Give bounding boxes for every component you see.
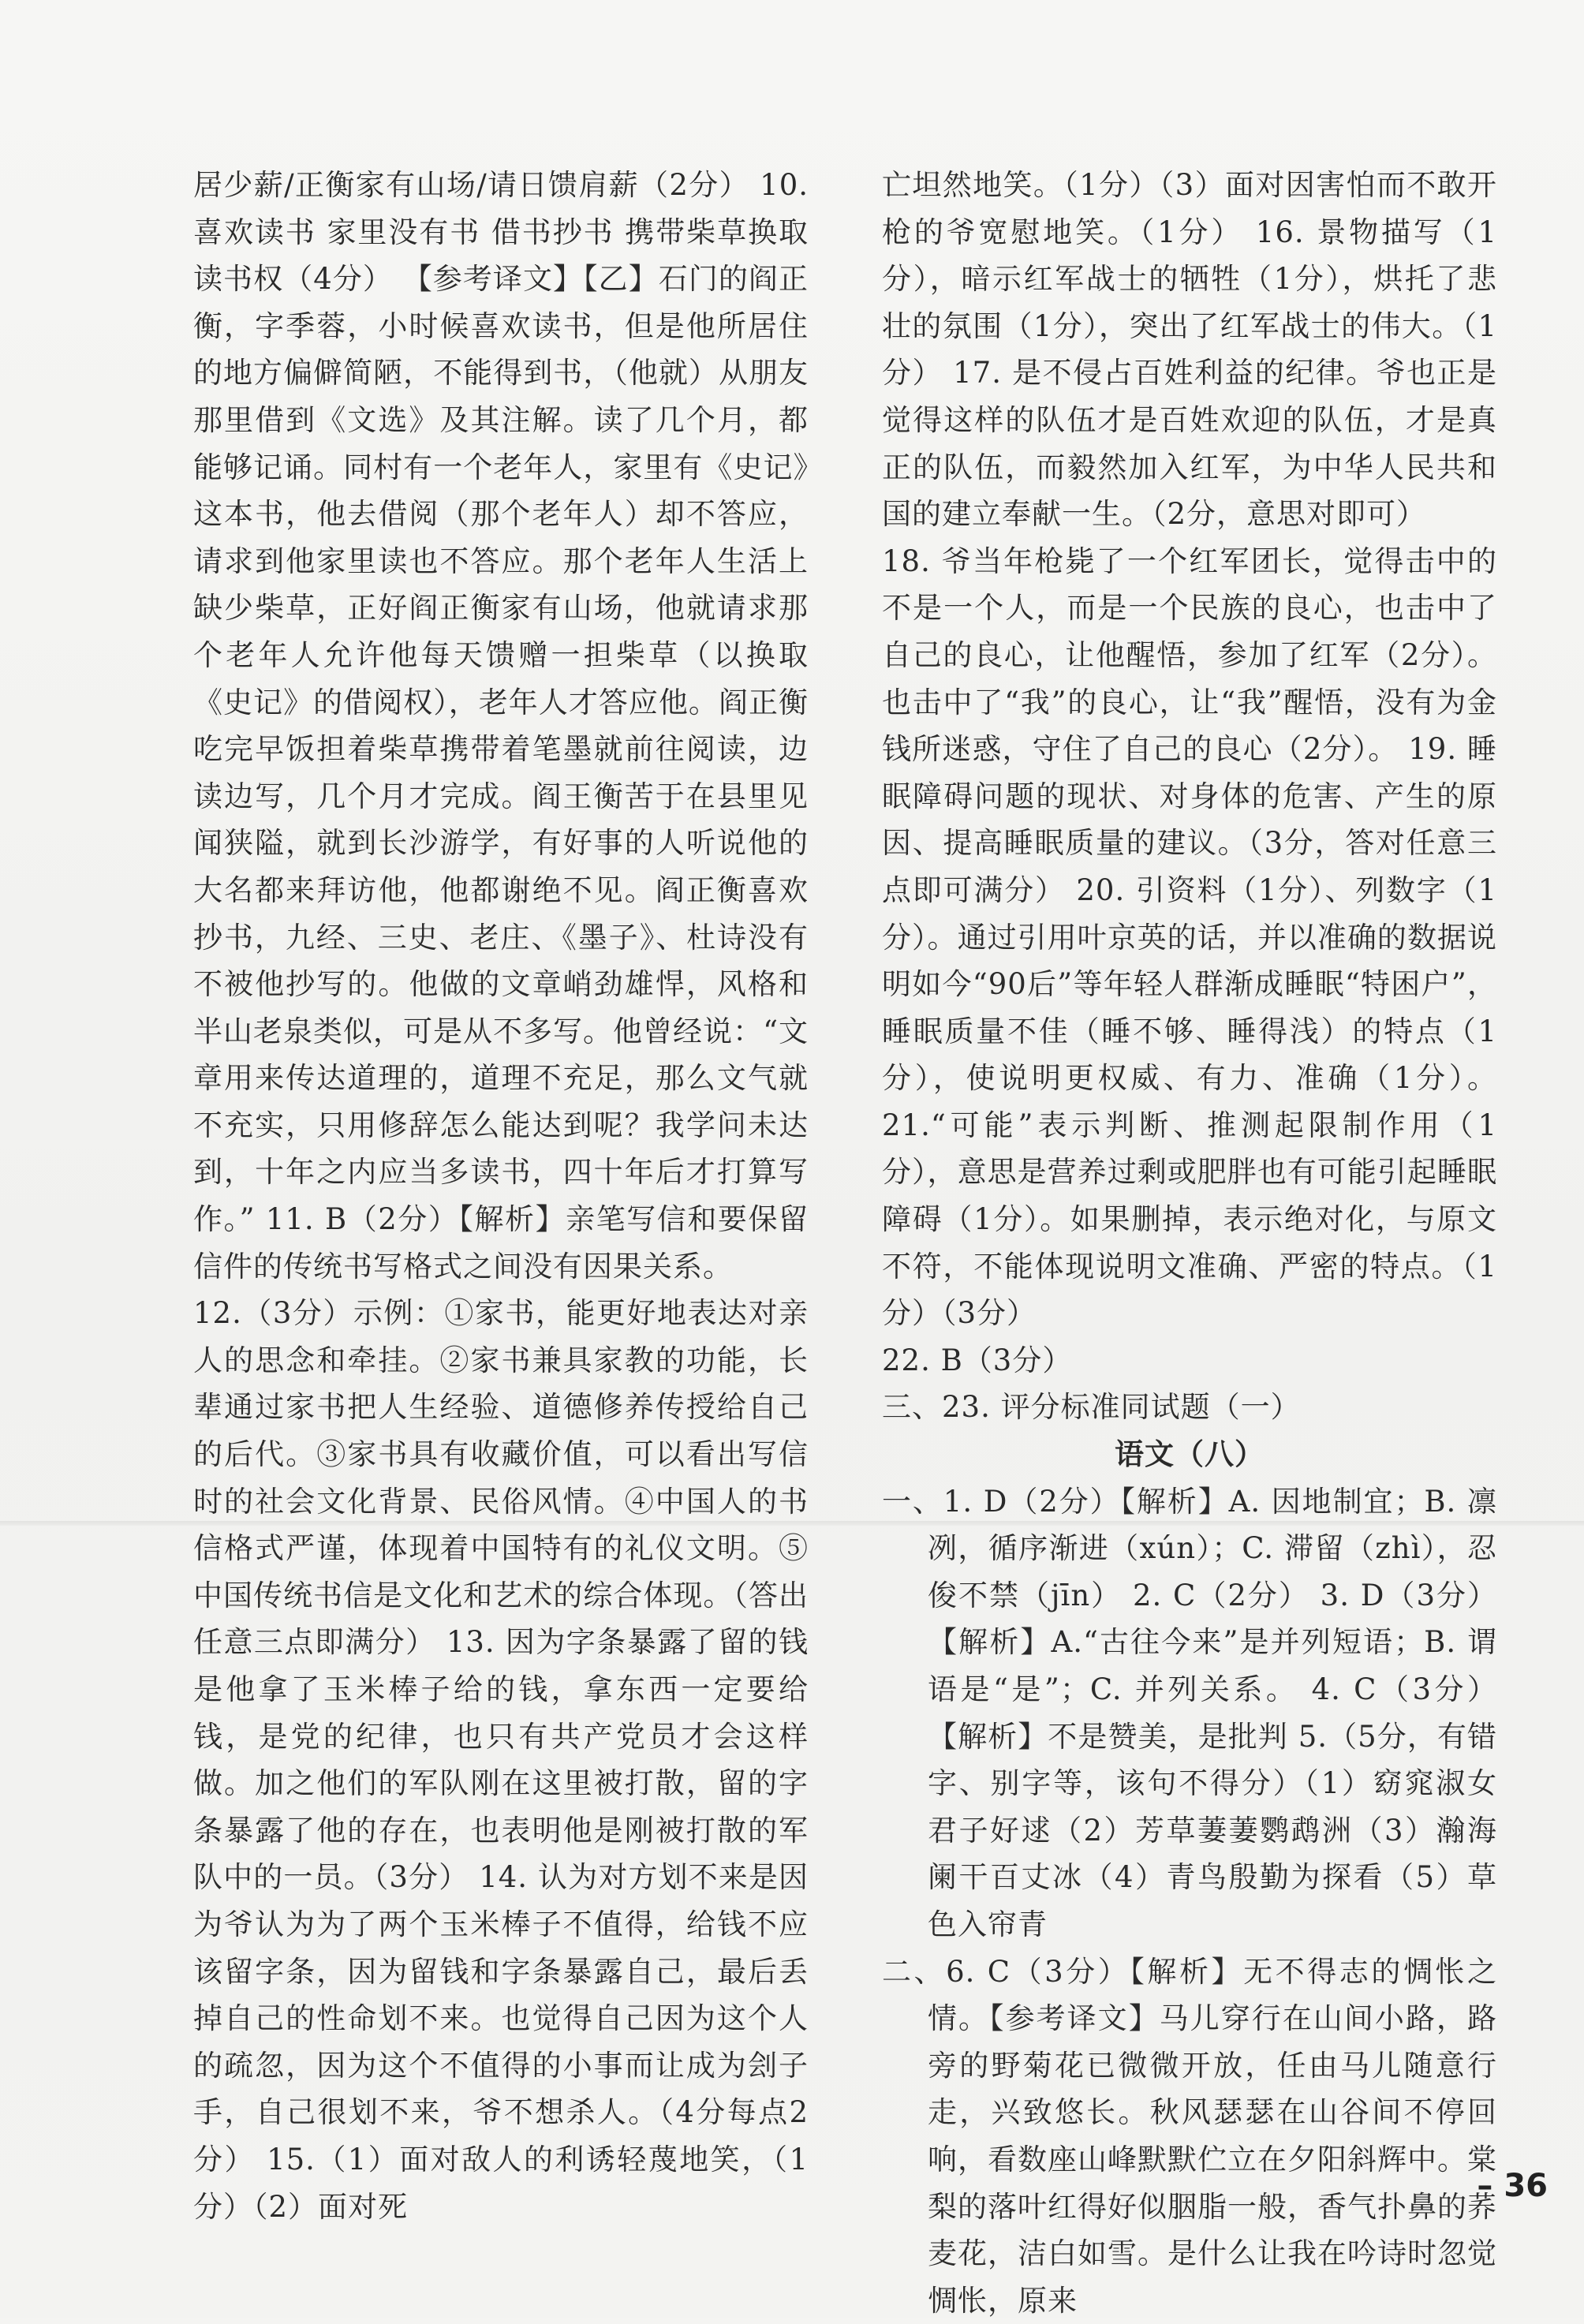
- page-number: – 36: [1477, 2168, 1548, 2204]
- right-paragraph-1: 亡坦然地笑。（1分）（3）面对因害怕而不敢开枪的爷宽慰地笑。（1分） 16. 景物描写（1分），暗示红军战士的牺牲（1分），烘托了悲壮的氛围（1分），突出了红军战士的伟大。（1分） 17. 是不侵占百姓利益的纪律。爷也正是觉得这样的队伍才是百姓欢迎的队伍，才是真正的队伍，而毅然加入红军，为中华人民共和国的建立奉献一生。（2分，意思对即可）: [882, 168, 1497, 532]
- right-paragraph-3: 22. B（3分）: [882, 1343, 1073, 1377]
- right-column: [882, 162, 1497, 2324]
- right-paragraph-5: 一、1. D（2分）【解析】A. 因地制宜；B. 凛冽，循序渐进（xún）；C. 滞留（zhì），忍俊不禁（jīn） 2. C（2分） 3. D（3分）【解析】A.“古往今来”是并列短语；B. 谓语是“是”；C. 并列关系。 4. C（3分）【解析】不是赞美，是批判 5.（5分，有错字、别字等，该句不得分）（1）窈窕淑女 君子好逑（2）芳草萋萋鹦鹉洲（3）瀚海阑干百丈冰（4）青鸟殷勤为探看（5）草色入帘青: [882, 1484, 1497, 1941]
- left-paragraph-2: 12.（3分）示例：①家书，能更好地表达对亲人的思念和牵挂。②家书兼具家教的功能，长辈通过家书把人生经验、道德修养传授给自己的后代。③家书具有收藏价值，可以看出写信时的社会文化背景、民俗风情。④中国人的书信格式严谨，体现着中国特有的礼仪文明。⑤中国传统书信是文化和艺术的综合体现。（答出任意三点即满分） 13. 因为字条暴露了留的钱是他拿了玉米棒子给的钱，拿东西一定要给钱，是党的纪律，也只有共产党员才会这样做。加之他们的军队刚在这里被打散，留的字条暴露了他的存在，也表明他是刚被打散的军队中的一员。（3分） 14. 认为对方划不来是因为爷认为为了两个玉米棒子不值得，给钱不应该留字条，因为留钱和字条暴露自己，最后丢掉自己的性命划不来。也觉得自己因为这个人的疏忽，因为这个不值得的小事而让成为刽子手，自己很划不来，爷不想杀人。（4分每点2分） 15.（1）面对敌人的利诱轻蔑地笑，（1分）（2）面对死: [193, 1296, 809, 2224]
- left-paragraph-1: 居少薪/正衡家有山场/请日馈肩薪（2分） 10. 喜欢读书 家里没有书 借书抄书 携带柴草换取读书权（4分） 【参考译文】【乙】石门的阎正衡，字季蓉，小时候喜欢读书，但是他所居住的地方偏僻简陋，不能得到书，（他就）从朋友那里借到《文选》及其注解。读了几个月，都能够记诵。同村有一个老年人，家里有《史记》这本书，他去借阅（那个老年人）却不答应，请求到他家里读也不答应。那个老年人生活上缺少柴草，正好阎正衡家有山场，他就请求那个老年人允许他每天馈赠一担柴草（以换取《史记》的借阅权），老年人才答应他。阎正衡吃完早饭担着柴草携带着笔墨就前往阅读，边读边写，几个月才完成。阎王衡苦于在县里见闻狭隘，就到长沙游学，有好事的人听说他的大名都来拜访他，他都谢绝不见。阎正衡喜欢抄书，九经、三史、老庄、《墨子》、杜诗没有不被他抄写的。他做的文章峭劲雄悍，风格和半山老泉类似，可是从不多写。他曾经说：“文章用来传达道理的，道理不充足，那么文气就不充实，只用修辞怎么能达到呢？我学问未达到，十年之内应当多读书，四十年后才打算写作。” 11. B（2分）【解析】亲笔写信和要保留信件的传统书写格式之间没有因果关系。: [193, 168, 809, 1283]
- right-paragraph-4: 三、23. 评分标准同试题（一）: [882, 1390, 1301, 1425]
- left-column: [193, 162, 809, 2230]
- right-paragraph-2: 18. 爷当年枪毙了一个红军团长，觉得击中的不是一个人，而是一个民族的良心，也击中了自己的良心，让他醒悟，参加了红军（2分）。也击中了“我”的良心，让“我”醒悟，没有为金钱所迷惑，守住了自己的良心（2分）。 19. 睡眠障碍问题的现状、对身体的危害、产生的原因、提高睡眠质量的建议。（3分，答对任意三点即可满分） 20. 引资料（1分）、列数字（1分）。通过引用叶京英的话，并以准确的数据说明如今“90后”等年轻人群渐成睡眠“特困户”，睡眠质量不佳（睡不够、睡得浅）的特点（1分），使说明更权威、有力、准确（1分）。 21.“可能”表示判断、推测起限制作用（1分），意思是营养过剩或肥胖也有可能引起睡眠障碍（1分）。如果删掉，表示绝对化，与原文不符，不能体现说明文准确、严密的特点。（1分）（3分）: [882, 544, 1497, 1331]
- right-paragraph-6: 二、6. C（3分）【解析】无不得志的惆怅之情。【参考译文】马儿穿行在山间小路，路旁的野菊花已微微开放，任由马儿随意行走，兴致悠长。秋风瑟瑟在山谷间不停回响，看数座山峰默默伫立在夕阳斜辉中。棠梨的落叶红得好似胭脂一般，香气扑鼻的荞麦花，洁白如雪。是什么让我在吟诗时忽觉惆怅，原来: [882, 1954, 1497, 2318]
- section-title: 语文（八）: [1115, 1437, 1265, 1472]
